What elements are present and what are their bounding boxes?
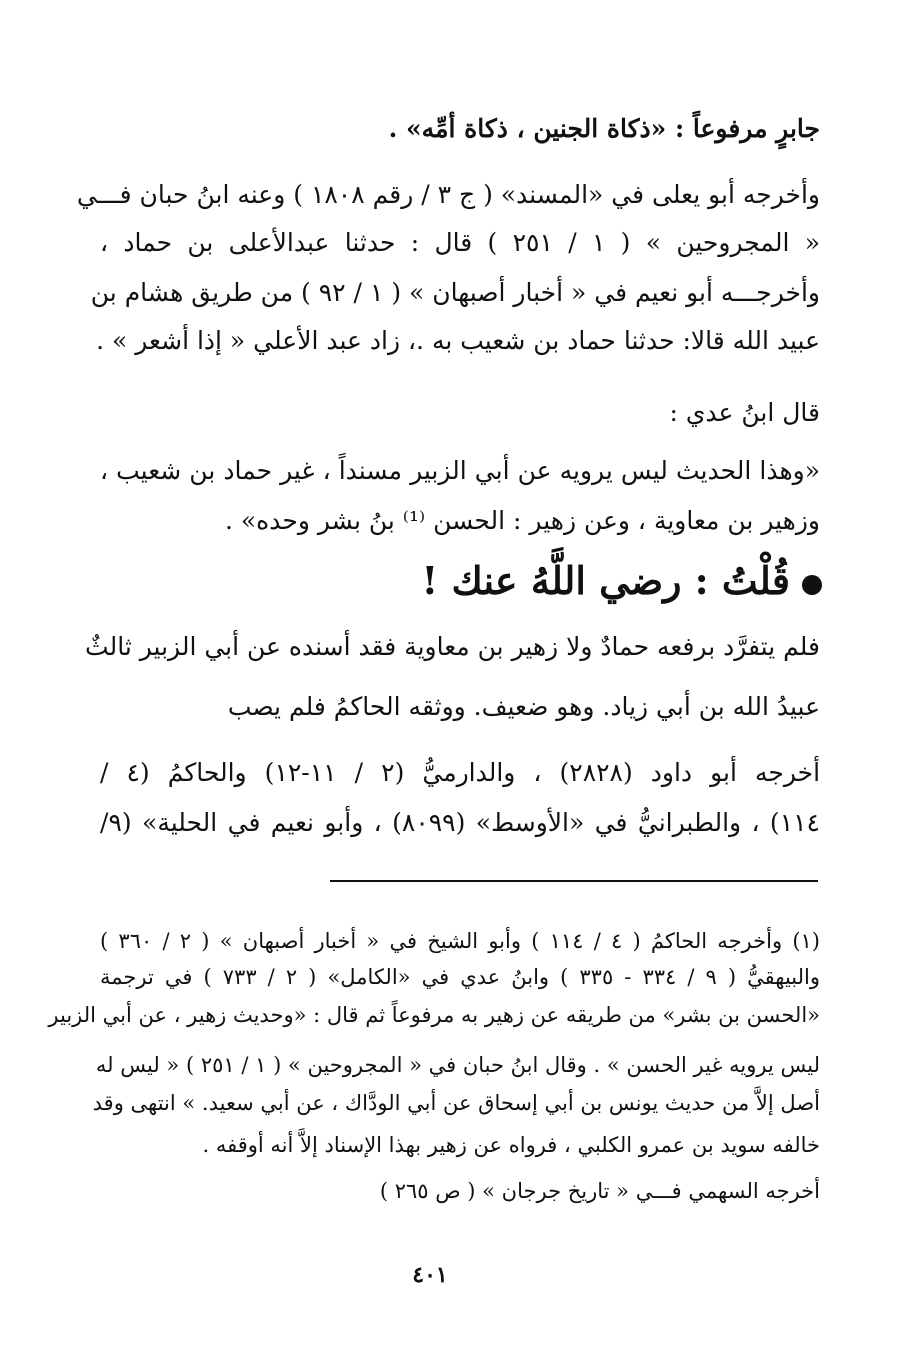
footnote-line-5: أصل إلاَّ من حديث يونس بن أبي إسحاق عن أبي الودَّاك ، عن أبي سعيد. » انتهى وقد (92, 1091, 820, 1115)
body-line-4: وأخرجـــه أبو نعيم في « أخبار أصبهان » ( ١ / ٩٢ ) من طريق هشام بن (90, 278, 820, 307)
footnote-line-7: أخرجه السهمي فـــي « تاريخ جرجان » ( ص ٢٦٥ ) (379, 1179, 820, 1203)
footnote-line-1: (١) وأخرجه الحاكمُ ( ٤ / ١١٤ ) وأبو الشيخ في « أخبار أصبهان » ( ٢ / ٣٦٠ ) (100, 929, 820, 953)
body-line-2: وأخرجه أبو يعلى في «المسند» ( ج ٣ / رقم ١٨٠٨ ) وعنه ابنُ حبان فـــي (76, 180, 820, 209)
footnote-line-3: «الحسن بن بشر» من طريقه عن زهير به مرفوعاً ثم قال : «وحديث زهير ، عن أبي الزبير (48, 1003, 820, 1027)
body-line-10: عبيدُ الله بن أبي زياد. وهو ضعيف. ووثقه الحاكمُ فلم يصب (227, 692, 820, 721)
heading-text: قُلْتُ : رضي اللَّهُ عنك ! (421, 558, 790, 603)
body-line-7: «وهذا الحديث ليس يرويه عن أبي الزبير مسنداً ، غير حماد بن شعيب ، (100, 456, 820, 485)
section-heading (300, 556, 822, 606)
footnote-line-4: ليس يرويه غير الحسن » . وقال ابنُ حبان في « المجروحين » ( ١ / ٢٥١ ) « ليس له (95, 1053, 820, 1077)
bullet-icon (802, 575, 822, 595)
footnote-line-2: والبيهقيُّ ( ٩ / ٣٣٤ - ٣٣٥ ) وابنُ عدي في «الكامل» ( ٢ / ٧٣٣ ) في ترجمة (100, 965, 820, 989)
body-line-11: أخرجه أبو داود (٢٨٢٨) ، والدارميُّ (٢ / ١١-١٢) والحاكمُ (٤ / (100, 758, 821, 787)
body-line-9: فلم يتفرَّد برفعه حمادٌ ولا زهير بن معاوية فقد أسنده عن أبي الزبير ثالثٌ (85, 632, 820, 661)
body-line-12: ١١٤) ، والطبرانيُّ في «الأوسط» (٨٠٩٩) ، وأبو نعيم في الحلية» (٩/ (100, 808, 820, 837)
footnote-line-6: خالفه سويد بن عمرو الكلبي ، فرواه عن زهير بهذا الإسناد إلاَّ أنه أوقفه . (202, 1133, 820, 1157)
body-line-1: جابرٍ مرفوعاً : «ذكاة الجنين ، ذكاة أمِّه» . (388, 114, 820, 143)
body-line-6: قال ابنُ عدي : (669, 398, 820, 427)
footnote-divider (330, 880, 818, 882)
page-number: ٤٠١ (412, 1262, 448, 1288)
body-line-8: وزهير بن معاوية ، وعن زهير : الحسن ⁽¹⁾ بنُ بشر وحده» . (224, 506, 820, 535)
body-line-5: عبيد الله قالا: حدثنا حماد بن شعيب به .، زاد عبد الأعلي « إذا أشعر » . (96, 326, 820, 355)
body-line-3: « المجروحين » ( ١ / ٢٥١ ) قال : حدثنا عبدالأعلى بن حماد ، (100, 228, 820, 257)
